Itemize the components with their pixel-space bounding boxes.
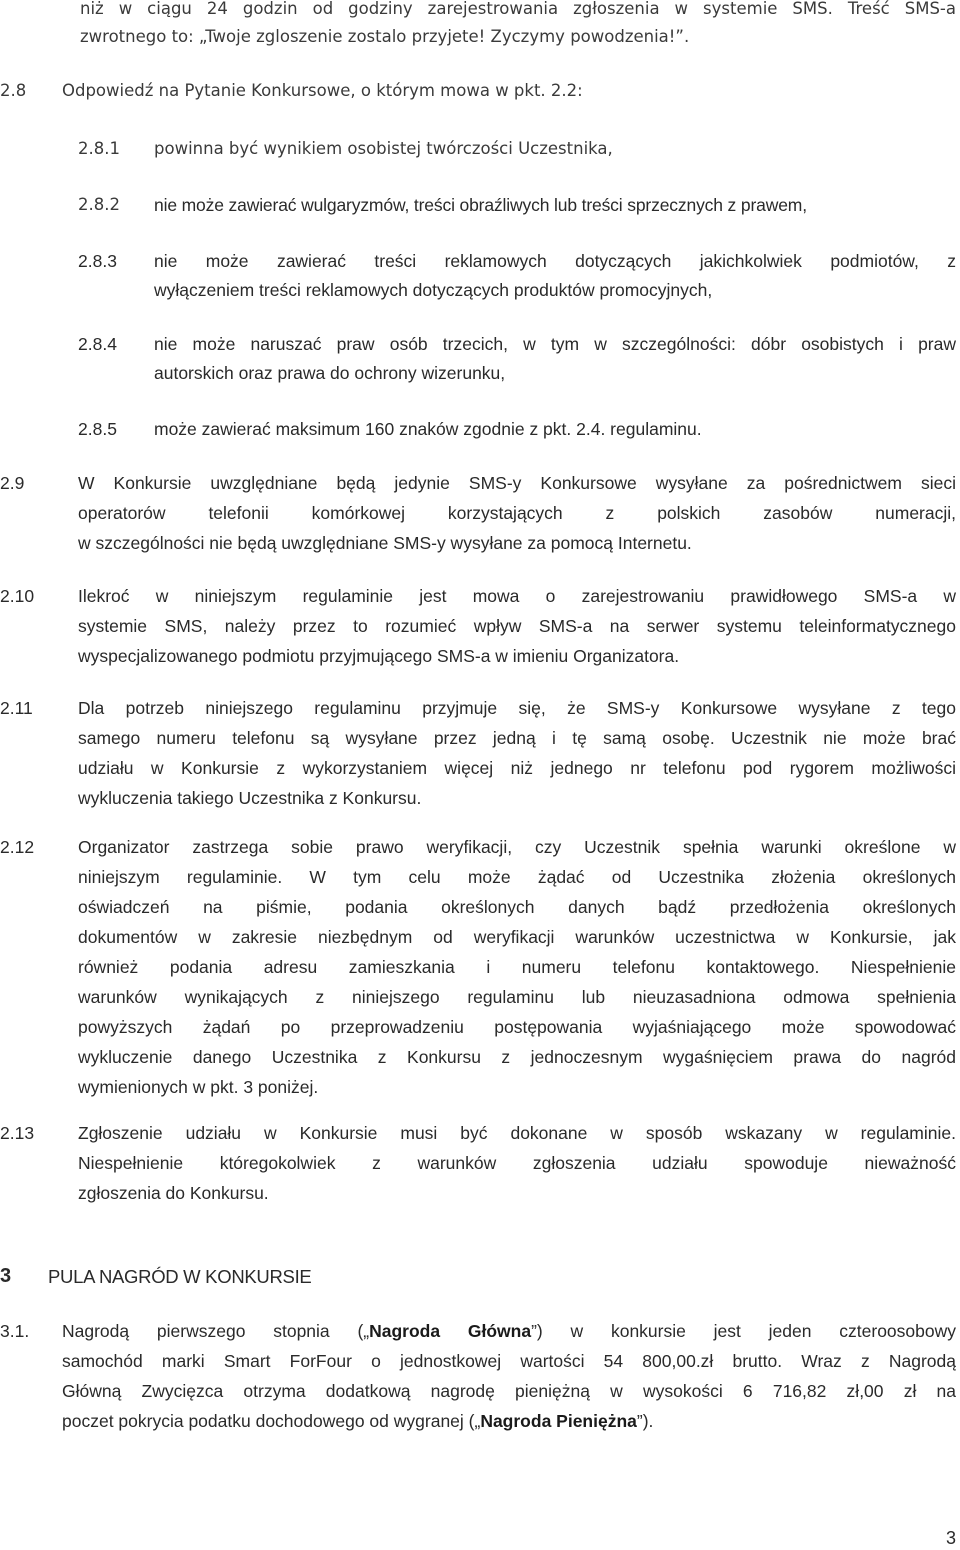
top-text-line-1: niż w ciągu 24 godzin od godziny zarejestrowania zgłoszenia w systemie SMS. Treść SMS-a: [80, 0, 956, 18]
paragraph-line: [62, 1406, 956, 1436]
text-run: Nagrodą pierwszego stopnia („: [62, 1321, 370, 1341]
item-2-8-4-number: 2.8.4: [78, 334, 117, 354]
page-number: 3: [945, 1528, 956, 1548]
paragraph-line: operatorów telefonii komórkowej korzystających z polskich zasobów numeracji,: [78, 503, 956, 523]
paragraph-line: samego numeru telefonu są wysyłane przez jedną i tę samą osobę. Uczestnik nie może brać: [78, 728, 956, 748]
item-3-1-number: 3.1.: [0, 1321, 30, 1341]
item-2-8-5-text: może zawierać maksimum 160 znaków zgodnie z pkt. 2.4. regulaminu.: [154, 419, 702, 439]
paragraph-2-11-number: 2.11: [0, 698, 33, 718]
paragraph-line: zgłoszenia do Konkursu.: [78, 1183, 269, 1203]
item-2-8-1-number: 2.8.1: [78, 139, 120, 158]
paragraph-line: wyspecjalizowanego podmiotu przyjmującego SMS-a w imieniu Organizatora.: [78, 646, 680, 666]
paragraph-line: powyższych żądań po przeprowadzeniu postępowania wyjaśniającego może spowodować: [78, 1017, 956, 1037]
item-2-8-4-line-2: autorskich oraz prawa do ochrony wizerunku,: [154, 363, 506, 383]
section-2-8-number: 2.8: [0, 81, 27, 100]
paragraph-line: samochód marki Smart ForFour o jednostkowej wartości 54 800,00.zł brutto. Wraz z Nagrodą: [62, 1351, 956, 1371]
item-2-8-1-text: powinna być wynikiem osobistej twórczości Uczestnika,: [154, 139, 613, 158]
text-run: poczet pokrycia podatku dochodowego od wygranej („: [62, 1411, 481, 1431]
paragraph-line: w szczególności nie będą uwzględniane SMS-y wysyłane za pomocą Internetu.: [78, 533, 692, 553]
text-run: ”).: [636, 1411, 654, 1431]
item-2-8-4-line-1: nie może naruszać praw osób trzecich, w tym w szczególności: dóbr osobistych i praw: [154, 334, 956, 354]
paragraph-2-13: [78, 1118, 956, 1208]
section-3-number: 3: [0, 1265, 12, 1287]
paragraph-line: systemie SMS, należy przez to rozumieć wpływ SMS-a na serwer systemu teleinformatycznego: [78, 616, 956, 636]
paragraph-line: wymienionych w pkt. 3 poniżej.: [78, 1077, 319, 1097]
item-2-8-2-number: 2.8.2: [78, 195, 120, 214]
prize-name-cash: Nagroda Pieniężna: [480, 1411, 637, 1431]
top-text-line-2: zwrotnego to: „Twoje zgloszenie zostalo przyjete! Zyczymy powodzenia!”.: [80, 27, 690, 46]
item-3-1: [62, 1316, 956, 1436]
paragraph-2-11: [78, 693, 956, 813]
prize-name-main: Nagroda Główna: [369, 1321, 532, 1341]
paragraph-line: Główną Zwycięzca otrzyma dodatkową nagrodę pieniężną w wysokości 6 716,82 zł,00 zł na: [62, 1381, 956, 1401]
item-2-8-3-number: 2.8.3: [78, 251, 117, 271]
section-2-8-text: Odpowiedź na Pytanie Konkursowe, o którym mowa w pkt. 2.2:: [62, 81, 583, 100]
paragraph-line: oświadczeń na piśmie, podania określonych danych bądź przedłożenia określonych: [78, 897, 956, 917]
paragraph-2-12: [78, 832, 956, 1102]
item-2-8-3-line-2: wyłączeniem treści reklamowych dotyczących produktów promocyjnych,: [154, 280, 713, 300]
paragraph-line: niniejszym regulaminie. W tym celu może żądać od Uczestnika złożenia określonych: [78, 867, 956, 887]
paragraph-line: Ilekroć w niniejszym regulaminie jest mowa o zarejestrowaniu prawidłowego SMS-a w: [78, 586, 956, 606]
item-2-8-3-line-1: nie może zawierać treści reklamowych dotyczących jakichkolwiek podmiotów, z: [154, 251, 956, 271]
item-2-8-2-text: nie może zawierać wulgaryzmów, treści obraźliwych lub treści sprzecznych z prawem,: [154, 195, 807, 215]
paragraph-line: wykluczenie danego Uczestnika z Konkursu z jednoczesnym wygaśnięciem prawa do nagród: [78, 1047, 956, 1067]
paragraph-line: warunków wynikających z niniejszego regulaminu lub nieuzasadniona odmowa spełnienia: [78, 987, 956, 1007]
paragraph-2-10-number: 2.10: [0, 586, 35, 606]
paragraph-2-12-number: 2.12: [0, 837, 35, 857]
paragraph-line: W Konkursie uwzględniane będą jedynie SMS-y Konkursowe wysyłane za pośrednictwem sieci: [78, 473, 956, 493]
paragraph-line: Zgłoszenie udziału w Konkursie musi być dokonane w sposób wskazany w regulaminie.: [78, 1123, 956, 1143]
paragraph-2-13-number: 2.13: [0, 1123, 35, 1143]
paragraph-line: Organizator zastrzega sobie prawo weryfikacji, czy Uczestnik spełnia warunki określone w: [78, 837, 956, 857]
paragraph-line: wykluczenia takiego Uczestnika z Konkursu.: [78, 788, 422, 808]
paragraph-2-10: [78, 581, 956, 671]
paragraph-line: również podania adresu zamieszkania i numeru telefonu kontaktowego. Niespełnienie: [78, 957, 956, 977]
paragraph-2-9: [78, 468, 956, 558]
paragraph-line: udziału w Konkursie z wykorzystaniem więcej niż jednego nr telefonu pod rygorem możliwości: [78, 758, 956, 778]
item-2-8-5-number: 2.8.5: [78, 419, 117, 439]
section-3-title: PULA NAGRÓD W KONKURSIE: [48, 1266, 312, 1287]
paragraph-line: [62, 1316, 956, 1346]
paragraph-line: Niespełnienie któregokolwiek z warunków zgłoszenia udziału spowoduje nieważność: [78, 1153, 956, 1173]
paragraph-2-9-number: 2.9: [0, 473, 25, 493]
paragraph-line: Dla potrzeb niniejszego regulaminu przyjmuje się, że SMS-y Konkursowe wysyłane z tego: [78, 698, 956, 718]
text-run: ”) w konkursie jest jeden czteroosobowy: [531, 1321, 957, 1341]
paragraph-line: dokumentów w zakresie niezbędnym od weryfikacji warunków uczestnictwa w Konkursie, jak: [78, 927, 956, 947]
